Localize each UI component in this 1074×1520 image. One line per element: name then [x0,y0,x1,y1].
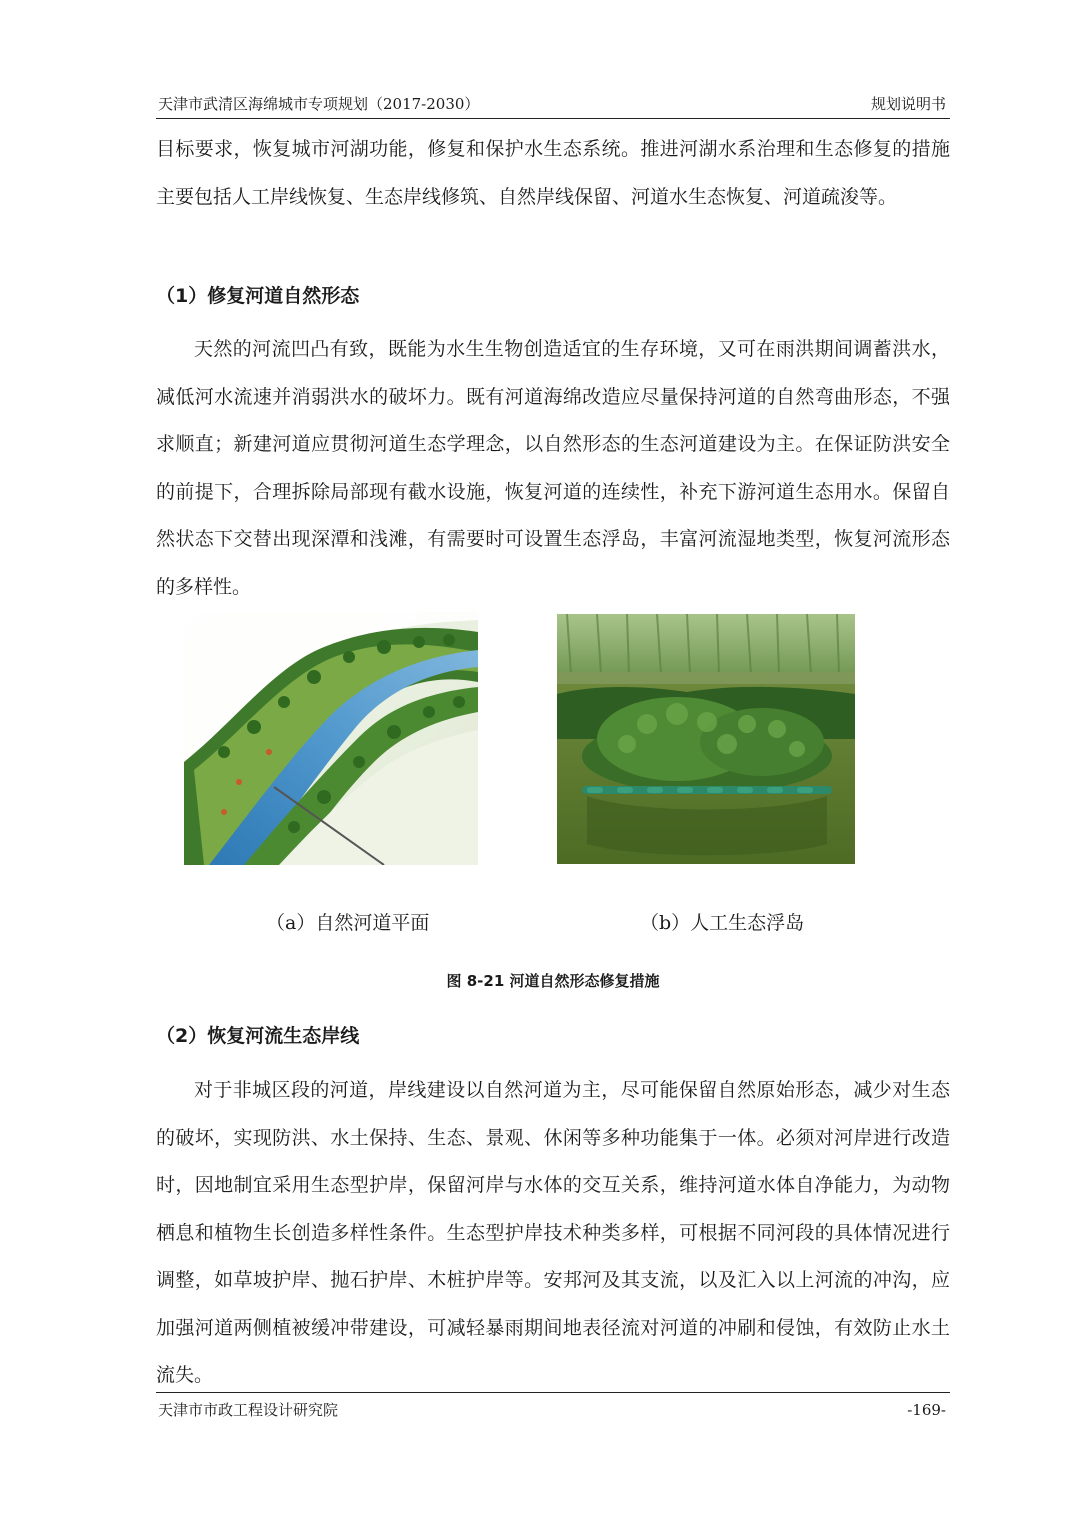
figure-caption: 图 8-21 河道自然形态修复措施 [446,972,660,990]
paragraph-natural-form: 天然的河流凹凸有致，既能为水生生物创造适宜的生存环境，又可在雨洪期间调蓄洪水，减低河水流速并消弱洪水的破坏力。既有河道海绵改造应尽量保持河道的自然弯曲形态，不强求顺直；新建河道应贯彻河道生态学理念，以自然形态的生态河道建设为主。在保证防洪安全的前提下，合理拆除局部现有截水设施，恢复河道的连续性，补充下游河道生态用水。保留自然状态下交替出现深潭和浅滩，有需要时可设置生态浮岛，丰富河流湿地类型，恢复河流形态的多样性。 [156,338,950,598]
natural-river-plan-image [184,612,478,865]
header-title: 天津市武清区海绵城市专项规划（2017-2030） [158,95,480,113]
footer-organization: 天津市市政工程设计研究院 [158,1401,339,1419]
figure-b-caption: （b）人工生态浮岛 [640,912,805,934]
figure-a-caption: （a）自然河道平面 [266,912,430,934]
page-footer [156,1392,950,1423]
page-number: -169- [907,1401,946,1419]
section-heading-1: （1）修复河道自然形态 [156,285,360,307]
page-header [156,90,950,119]
section-heading-2: （2）恢复河流生态岸线 [156,1025,360,1047]
header-doc-type: 规划说明书 [870,95,946,113]
paragraph-intro: 目标要求，恢复城市河湖功能，修复和保护水生态系统。推进河湖水系治理和生态修复的措施主要包括人工岸线恢复、生态岸线修筑、自然岸线保留、河道水生态恢复、河道疏浚等。 [156,138,950,208]
paragraph-ecological-shoreline: 对于非城区段的河道，岸线建设以自然河道为主，尽可能保留自然原始形态，减少对生态的破坏，实现防洪、水土保持、生态、景观、休闲等多种功能集于一体。必须对河岸进行改造时，因地制宜采用生态型护岸，保留河岸与水体的交互关系，维持河道水体自净能力，为动物栖息和植物生长创造多样性条件。生态型护岸技术种类多样，可根据不同河段的具体情况进行调整，如草坡护岸、抛石护岸、木桩护岸等。安邦河及其支流，以及汇入以上河流的冲沟，应加强河道两侧植被缓冲带建设，可减轻暴雨期间地表径流对河道的冲刷和侵蚀，有效防止水土流失。 [156,1079,950,1386]
ecological-floating-island-image [557,614,855,864]
